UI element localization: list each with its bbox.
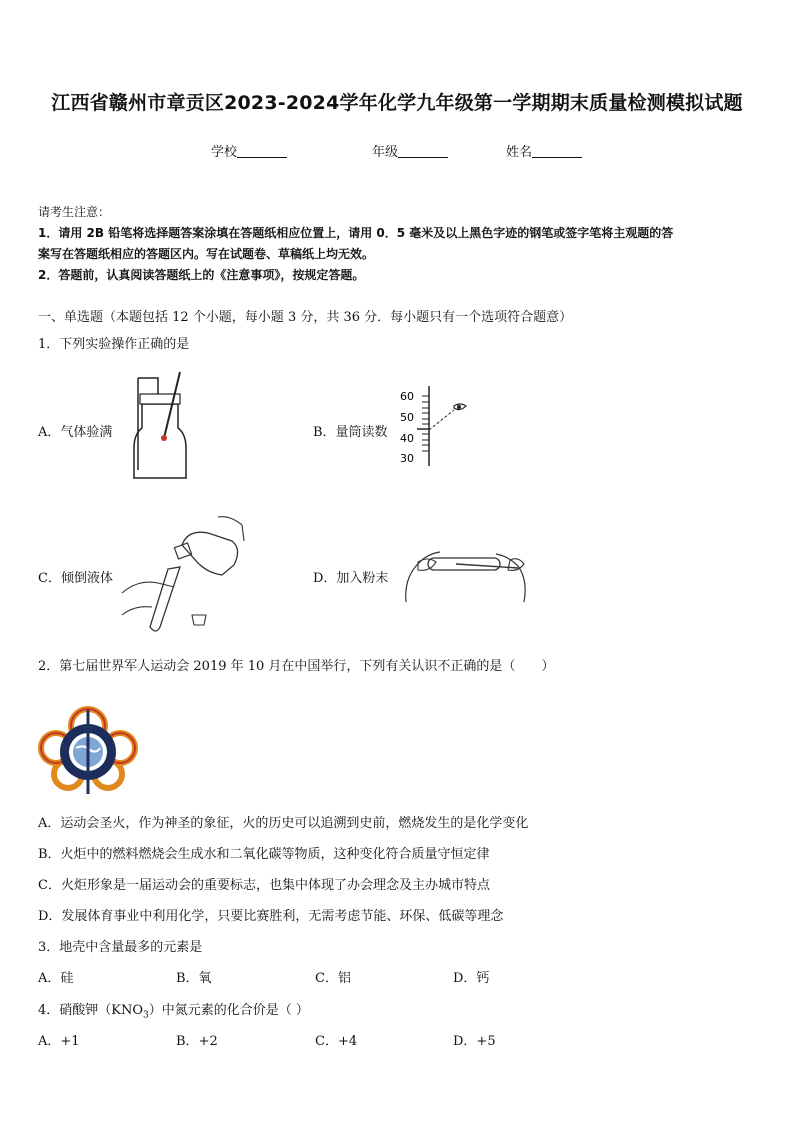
q4-stem-post: ）中氮元素的化合价是（ ）	[148, 1003, 309, 1018]
q2-stem: 2．第七届世界军人运动会 2019 年 10 月在中国举行，下列有关认识不正确的是（ ）	[38, 659, 555, 674]
school-label: 学校	[211, 145, 238, 160]
q3-option-a[interactable]: A．硅	[38, 971, 74, 986]
notice-line-1b	[38, 245, 374, 262]
notice-heading: 请考生注意：	[38, 205, 111, 219]
cylinder-tick-50: 50	[400, 411, 414, 424]
q1-option-d[interactable]: D．加入粉末	[313, 571, 389, 586]
notice-line-1b-text: 案写在答题纸相应的答题区内。写在试题卷、草稿纸上均无效。	[38, 247, 375, 261]
q4-option-b[interactable]: B．+2	[176, 1034, 218, 1049]
q4-option-d[interactable]: D．+5	[453, 1034, 496, 1049]
graduated-cylinder-figure	[396, 386, 476, 470]
q4-stem-subscript: 3	[143, 1010, 149, 1021]
grade-field[interactable]	[372, 141, 448, 160]
q4-option-c[interactable]: C．+4	[315, 1034, 358, 1049]
section-heading: 一、单选题（本题包括 12 个小题，每小题 3 分，共 36 分．每小题只有一个选项符合题意）	[38, 310, 573, 325]
q1-stem: 1．下列实验操作正确的是	[38, 337, 190, 352]
q4-stem-pre: 4．硝酸钾（KNO	[38, 1003, 144, 1018]
grade-label: 年级	[372, 145, 399, 160]
q1-option-c[interactable]: C．倾倒液体	[38, 571, 113, 586]
notice-line-2	[38, 266, 364, 283]
gas-collection-bottle-figure	[120, 370, 200, 482]
q3-option-b[interactable]: B．氧	[176, 971, 212, 986]
q2-option-a[interactable]: A．运动会圣火，作为神圣的象征，火的历史可以追溯到史前，燃烧发生的是化学变化	[38, 816, 529, 831]
q3-option-c[interactable]: C．铝	[315, 971, 351, 986]
notice-line-1-text: 1．请用 2B 铅笔将选择题答案涂填在答题纸相应位置上，请用 0．5 毫米及以上黑色字迹的钢笔或签字笔将主观题的答	[38, 226, 674, 240]
q2-option-c[interactable]: C．火炬形象是一届运动会的重要标志，也集中体现了办会理念及主办城市特点	[38, 878, 490, 893]
grade-blank[interactable]	[398, 145, 448, 158]
cylinder-tick-30: 30	[400, 452, 414, 465]
adding-powder-figure	[400, 544, 530, 606]
cylinder-tick-40: 40	[400, 432, 414, 445]
name-blank[interactable]	[532, 145, 582, 158]
q4-stem	[38, 999, 309, 1021]
q3-stem: 3．地壳中含量最多的元素是	[38, 940, 203, 955]
name-field[interactable]	[506, 141, 582, 160]
q3-option-d[interactable]: D．钙	[453, 971, 490, 986]
cylinder-tick-60: 60	[400, 390, 414, 403]
notice-line-1	[38, 224, 673, 241]
q2-option-d[interactable]: D．发展体育事业中利用化学，只要比赛胜利，无需考虑节能、环保、低碳等理念	[38, 909, 504, 924]
school-field[interactable]	[211, 141, 287, 160]
q2-option-b[interactable]: B．火炬中的燃料燃烧会生成水和二氧化碳等物质，这种变化符合质量守恒定律	[38, 847, 490, 862]
school-blank[interactable]	[237, 145, 287, 158]
pouring-liquid-figure	[118, 515, 248, 635]
page-title: 江西省赣州市章贡区2023-2024学年化学九年级第一学期期末质量检测模拟试题	[51, 92, 743, 114]
notice-line-2-text: 2．答题前，认真阅读答题纸上的《注意事项》，按规定答题。	[38, 268, 365, 282]
military-games-emblem	[38, 704, 138, 790]
name-label: 姓名	[506, 145, 533, 160]
q4-option-a[interactable]: A．+1	[38, 1034, 80, 1049]
q1-option-a[interactable]: A．气体验满	[38, 425, 113, 440]
q1-option-b[interactable]: B．量筒读数	[313, 425, 388, 440]
